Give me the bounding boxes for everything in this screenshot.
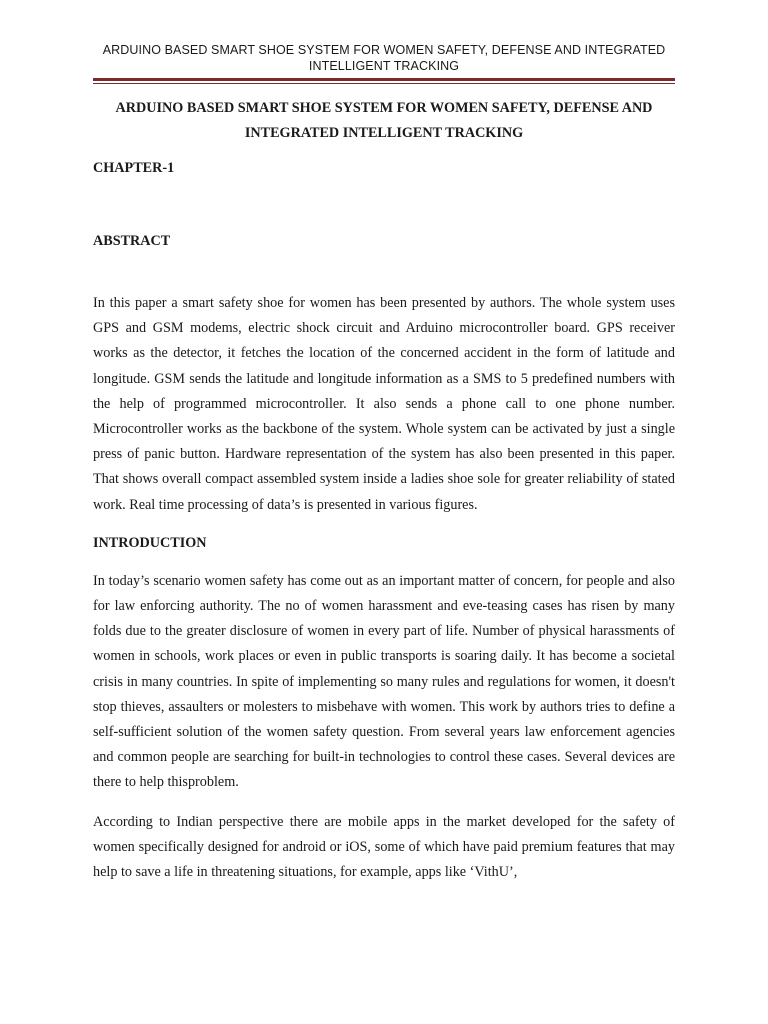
header-rule-thick [93,78,675,81]
header-rule-thin [93,83,675,84]
introduction-heading: INTRODUCTION [93,534,207,551]
document-body [93,96,675,885]
abstract-heading: ABSTRACT [93,233,171,249]
running-header: ARDUINO BASED SMART SHOE SYSTEM FOR WOMEN SAFETY, DEFENSE AND INTEGRATED INTELLIGENT TRACKING [102,43,666,73]
introduction-paragraph: In today’s scenario women safety has come out as an important matter of concern, for people and also for law enforcing authority. The no of women harassment and eve-teasing cases has risen by many folds due to the greater disclosure of women in every part of life. Number of physical harassments of women in schools, work places or even in public transports is soaring daily. It has become a societal crisis in many countries. In spite of implementing so many rules and regulations for women, it doesn't stop thieves, assaulters or molesters to misbehave with women. This work by authors tries to define a self-sufficient solution of the women safety question. From several years law enforcement agencies and common people are searching for built-in technologies to control these cases. Several devices are there to help thisproblem. [93,572,675,791]
chapter-heading: CHAPTER-1 [93,160,175,176]
abstract-paragraph: In this paper a smart safety shoe for women has been presented by authors. The whole system uses GPS and GSM modems, electric shock circuit and Arduino microcontroller board. GPS receiver works as the detector, it fetches the location of the concerned accident in the form of latitude and longitude. GSM sends the latitude and longitude information as a SMS to 5 predefined numbers with the help of programmed microcontroller. It also sends a phone call to one phone number. Microcontroller works as the backbone of the system. Whole system can be activated by just a single press of panic button. Hardware representation of the system has also been presented in this paper. That shows overall compact assembled system inside a ladies shoe sole for greater reliability of stated work. Real time processing of data’s is presented in various figures. [93,295,675,513]
document-title: ARDUINO BASED SMART SHOE SYSTEM FOR WOMEN SAFETY, DEFENSE AND INTEGRATED INTELLIGENT TRACKING [115,100,653,141]
indian-perspective-paragraph: According to Indian perspective there are mobile apps in the market developed for the safety of women specifically designed for android or iOS, some of which have paid premium features that may help to save a life in threatening situations, for example, apps like ‘VithU’, [93,813,675,881]
